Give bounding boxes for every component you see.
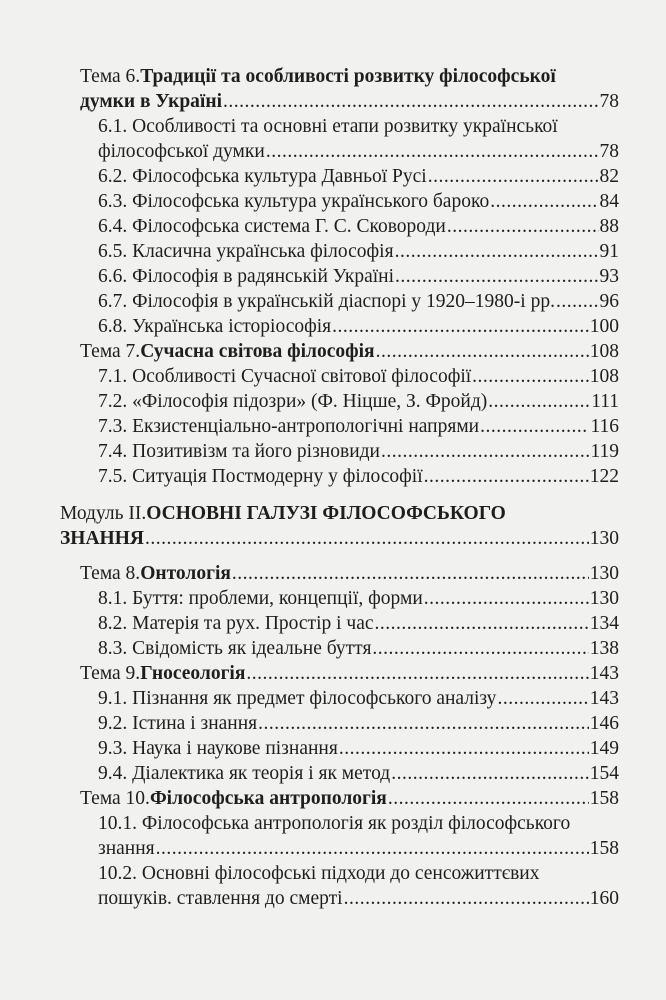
topic-prefix: Тема 9. bbox=[80, 663, 141, 684]
topic-title: Сучасна світова філософія bbox=[140, 341, 375, 362]
page-number: 143 bbox=[589, 688, 619, 709]
page-number: 78 bbox=[599, 91, 619, 112]
toc-item bbox=[60, 611, 619, 636]
topic-title: Філософська антропологія bbox=[149, 788, 387, 809]
item-title-cont: філософської думки bbox=[98, 141, 265, 162]
table-of-contents bbox=[60, 64, 619, 911]
dot-leader bbox=[447, 214, 599, 239]
toc-item bbox=[60, 761, 619, 786]
page-number: 108 bbox=[589, 366, 619, 387]
page-number: 154 bbox=[589, 763, 619, 784]
page-number: 122 bbox=[589, 466, 619, 487]
dot-leader bbox=[490, 189, 598, 214]
dot-leader bbox=[344, 886, 589, 911]
page-number: 119 bbox=[590, 441, 619, 462]
toc-item bbox=[60, 364, 619, 389]
item-title: 7.2. «Філософія підозри» (Ф. Ніцше, З. Фройд) bbox=[98, 391, 488, 412]
toc-topic-9 bbox=[60, 661, 619, 686]
toc-topic-7 bbox=[60, 339, 619, 364]
toc-item bbox=[60, 114, 619, 139]
item-title: 10.2. Основні філософські підходи до сенсожиттєвих bbox=[98, 863, 540, 884]
topic-prefix: Тема 10. bbox=[80, 788, 150, 809]
toc-item bbox=[60, 861, 619, 886]
item-title: 7.3. Екзистенціально-антропологічні напрями bbox=[98, 416, 480, 437]
page-number: 88 bbox=[599, 216, 619, 237]
item-title: 6.8. Українська історіософія bbox=[98, 316, 332, 337]
dot-leader bbox=[339, 736, 589, 761]
dot-leader bbox=[375, 611, 589, 636]
dot-leader bbox=[424, 586, 589, 611]
dot-leader bbox=[395, 264, 598, 289]
dot-leader bbox=[488, 389, 590, 414]
dot-leader bbox=[556, 289, 599, 314]
dot-leader bbox=[258, 711, 589, 736]
dot-leader bbox=[156, 836, 589, 861]
dot-leader bbox=[381, 439, 589, 464]
page-number: 149 bbox=[589, 738, 619, 759]
page-number: 78 bbox=[599, 141, 619, 162]
module-title-cont: ЗНАННЯ bbox=[60, 528, 144, 549]
item-title: 8.3. Свідомість як ідеальне буття bbox=[98, 638, 372, 659]
toc-topic-10 bbox=[60, 786, 619, 811]
item-title: 6.6. Філософія в радянській Україні bbox=[98, 266, 395, 287]
page-number: 138 bbox=[589, 638, 619, 659]
page-number: 134 bbox=[589, 613, 619, 634]
topic-prefix: Тема 6. bbox=[80, 66, 141, 87]
toc-item bbox=[60, 586, 619, 611]
module-prefix: Модуль ІІ. bbox=[60, 503, 147, 524]
item-title: 8.1. Буття: проблеми, концепції, форми bbox=[98, 588, 423, 609]
page-number: 93 bbox=[599, 266, 619, 287]
dot-leader bbox=[424, 464, 589, 489]
item-title: 9.4. Діалектика як теорія і як метод bbox=[98, 763, 391, 784]
page-number: 158 bbox=[589, 838, 619, 859]
page-number: 96 bbox=[599, 291, 619, 312]
dot-leader bbox=[266, 139, 599, 164]
item-title: 9.3. Наука і наукове пізнання bbox=[98, 738, 338, 759]
page-number: 158 bbox=[589, 788, 619, 809]
toc-item bbox=[60, 636, 619, 661]
toc-item bbox=[60, 439, 619, 464]
toc-item bbox=[60, 214, 619, 239]
item-title: 6.2. Філософська культура Давньої Русі bbox=[98, 166, 427, 187]
dot-leader bbox=[376, 339, 589, 364]
item-title: 6.1. Особливості та основні етапи розвитку української bbox=[98, 116, 558, 137]
dot-leader bbox=[332, 314, 589, 339]
item-title: 6.3. Філософська культура українського бароко bbox=[98, 191, 490, 212]
module-title: ОСНОВНІ ГАЛУЗІ ФІЛОСОФСЬКОГО bbox=[146, 503, 506, 524]
dot-leader bbox=[472, 364, 589, 389]
toc-item bbox=[60, 189, 619, 214]
toc-topic-6 bbox=[60, 64, 619, 89]
item-title: 9.2. Істина і знання bbox=[98, 713, 258, 734]
item-title: 7.4. Позитивізм та його різновиди bbox=[98, 441, 380, 462]
topic-title: Традиції та особливості розвитку філософської bbox=[140, 66, 556, 87]
toc-item bbox=[60, 389, 619, 414]
page-number: 160 bbox=[589, 888, 619, 909]
toc-item bbox=[60, 464, 619, 489]
item-title: 6.7. Філософія в українській діаспорі у 1920–1980-і рр. bbox=[98, 291, 555, 312]
toc-item bbox=[60, 264, 619, 289]
topic-title: Онтологія bbox=[140, 563, 231, 584]
item-title: 8.2. Матерія та рух. Простір і час bbox=[98, 613, 374, 634]
item-title: 10.1. Філософська антропологія як розділ філософського bbox=[98, 813, 571, 834]
toc-item bbox=[60, 711, 619, 736]
toc-item bbox=[60, 289, 619, 314]
dot-leader bbox=[223, 89, 598, 114]
topic-prefix: Тема 7. bbox=[80, 341, 141, 362]
toc-module-2 bbox=[60, 501, 619, 526]
item-title: 6.5. Класична українська філософія bbox=[98, 241, 394, 262]
item-title: 7.1. Особливості Сучасної світової філософії bbox=[98, 366, 472, 387]
page-number: 130 bbox=[589, 588, 619, 609]
toc-item bbox=[60, 811, 619, 836]
item-title: 6.4. Філософська система Г. С. Сковороди bbox=[98, 216, 446, 237]
item-title-cont: пошуків. ставлення до смерті bbox=[98, 888, 343, 909]
item-title-cont: знання bbox=[98, 838, 155, 859]
toc-item bbox=[60, 239, 619, 264]
page-number: 91 bbox=[599, 241, 619, 262]
page-number: 111 bbox=[591, 391, 619, 412]
page-number: 84 bbox=[599, 191, 619, 212]
toc-item bbox=[60, 686, 619, 711]
toc-item bbox=[60, 414, 619, 439]
topic-title: Гносеологія bbox=[140, 663, 246, 684]
dot-leader bbox=[246, 661, 588, 686]
page-number: 130 bbox=[589, 563, 619, 584]
toc-item bbox=[60, 736, 619, 761]
page-number: 116 bbox=[590, 416, 619, 437]
topic-prefix: Тема 8. bbox=[80, 563, 141, 584]
toc-item bbox=[60, 314, 619, 339]
page-number: 100 bbox=[589, 316, 619, 337]
dot-leader bbox=[497, 686, 588, 711]
item-title: 9.1. Пізнання як предмет філософського аналізу bbox=[98, 688, 497, 709]
page-number: 143 bbox=[589, 663, 619, 684]
page-number: 82 bbox=[599, 166, 619, 187]
dot-leader bbox=[395, 239, 599, 264]
dot-leader bbox=[388, 786, 589, 811]
dot-leader bbox=[145, 526, 589, 551]
dot-leader bbox=[232, 561, 589, 586]
dot-leader bbox=[391, 761, 589, 786]
dot-leader bbox=[480, 414, 589, 439]
dot-leader bbox=[372, 636, 588, 661]
page-number: 146 bbox=[589, 713, 619, 734]
toc-topic-8 bbox=[60, 561, 619, 586]
toc-item bbox=[60, 164, 619, 189]
topic-title-cont: думки в Україні bbox=[80, 91, 223, 112]
dot-leader bbox=[428, 164, 599, 189]
page-number: 130 bbox=[589, 528, 619, 549]
item-title: 7.5. Ситуація Постмодерну у філософії bbox=[98, 466, 423, 487]
page-number: 108 bbox=[589, 341, 619, 362]
